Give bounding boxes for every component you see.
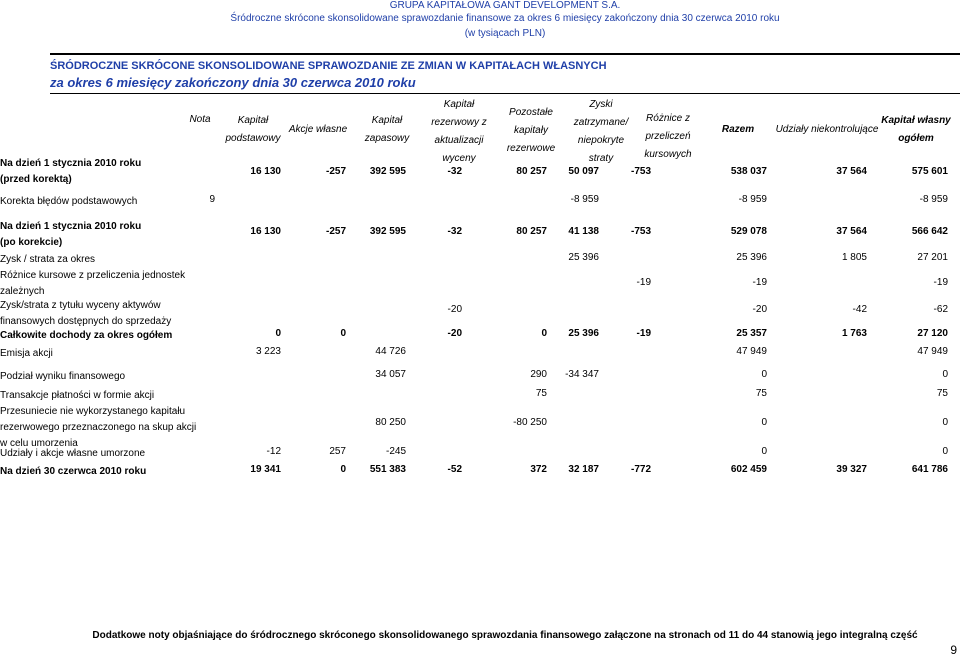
- cell-akcje-wlasne: -257: [325, 166, 346, 177]
- cell-zyski: -34 347: [565, 369, 599, 380]
- cell-udzialy: 37 564: [836, 226, 867, 237]
- cell-razem: 47 949: [736, 346, 767, 357]
- cell-razem: 602 459: [730, 464, 767, 475]
- cell-kapital-ogolem: 566 642: [911, 226, 948, 237]
- cell-kapital-podstawowy: -12: [266, 446, 281, 457]
- row-label: Transakcje płatności w formie akcji: [0, 390, 155, 401]
- cell-akcje-wlasne: 0: [340, 328, 346, 339]
- row-label: Podział wyniku finansowego: [0, 371, 126, 382]
- cell-kapital-ogolem: -8 959: [919, 194, 948, 205]
- cell-kapital-zapasowy: 551 383: [369, 464, 406, 475]
- column-header-kapital-zapasowy: Kapitał zapasowy: [364, 115, 410, 144]
- cell-pozostale-kapitaly: 80 257: [516, 166, 547, 177]
- cell-kapital-podstawowy: 3 223: [255, 346, 281, 357]
- cell-razem: -20: [752, 304, 767, 315]
- cell-razem: 0: [761, 446, 767, 457]
- column-header-kapital-podstawowy: Kapitał podstawowy: [225, 115, 281, 144]
- cell-kapital-ogolem: 27 120: [917, 328, 948, 339]
- cell-razem: -19: [752, 277, 767, 288]
- cell-udzialy: 1 805: [841, 252, 867, 263]
- cell-kapital-zapasowy: 80 250: [375, 417, 406, 428]
- cell-kapital-ogolem: 0: [942, 417, 948, 428]
- row-label: Przesuniecie nie wykorzystanego kapitału rezerwowego przeznaczonego na skup akcji w celu umorzenia: [0, 406, 197, 449]
- cell-kapital-ogolem: 75: [936, 388, 948, 399]
- cell-kapital-zapasowy: 392 595: [369, 166, 406, 177]
- cell-kapital-zapasowy: 34 057: [375, 369, 406, 380]
- cell-kapital-rezerwowy: -52: [447, 464, 462, 475]
- cell-akcje-wlasne: -257: [325, 226, 346, 237]
- cell-zyski: 25 396: [568, 252, 599, 263]
- column-header-kapital-ogolem: Kapitał własny ogółem: [881, 115, 951, 144]
- cell-pozostale-kapitaly: 0: [541, 328, 547, 339]
- row-label: Korekta błędów podstawowych: [0, 196, 138, 207]
- cell-akcje-wlasne: 257: [329, 446, 346, 457]
- cell-kapital-ogolem: 27 201: [917, 252, 948, 263]
- cell-roznice: -753: [630, 166, 651, 177]
- cell-zyski: 32 187: [568, 464, 599, 475]
- column-header-akcje-wlasne: Akcje własne: [288, 124, 348, 135]
- cell-razem: 529 078: [730, 226, 767, 237]
- cell-razem: 75: [755, 388, 767, 399]
- cell-kapital-rezerwowy: -32: [447, 226, 462, 237]
- company-name: GRUPA KAPITAŁOWA GANT DEVELOPMENT S.A.: [389, 0, 621, 11]
- column-header-roznice: Różnice z przeliczeń kursowych: [644, 113, 692, 160]
- column-header-nota: Nota: [189, 114, 211, 125]
- cell-razem: 0: [761, 417, 767, 428]
- statement-title: ŚRÓDROCZNE SKRÓCONE SKONSOLIDOWANE SPRAWOZDANIE ZE ZMIAN W KAPITAŁACH WŁASNYCH: [50, 60, 607, 72]
- page-number: 9: [950, 643, 957, 657]
- cell-razem: 0: [761, 369, 767, 380]
- cell-roznice: -19: [636, 277, 651, 288]
- cell-kapital-podstawowy: 16 130: [250, 226, 281, 237]
- units-note: (w tysiącach PLN): [464, 28, 546, 39]
- cell-udzialy: -42: [852, 304, 867, 315]
- column-header-razem: Razem: [721, 124, 755, 135]
- cell-roznice: -772: [630, 464, 651, 475]
- row-label: Na dzień 30 czerwca 2010 roku: [0, 466, 147, 477]
- cell-kapital-ogolem: -62: [933, 304, 948, 315]
- row-label: Na dzień 1 stycznia 2010 roku (przed korektą): [0, 158, 142, 185]
- cell-roznice: -19: [636, 328, 651, 339]
- row-label: Zysk/strata z tytułu wyceny aktywów finansowych dostępnych do sprzedaży: [0, 300, 172, 327]
- header-divider: [50, 53, 960, 55]
- cell-kapital-zapasowy: 392 595: [369, 226, 406, 237]
- cell-pozostale-kapitaly: 372: [530, 464, 547, 475]
- row-label: Udziały i akcje własne umorzone: [0, 448, 146, 459]
- row-label: Całkowite dochody za okres ogółem: [0, 330, 173, 341]
- cell-kapital-ogolem: -19: [933, 277, 948, 288]
- footer-note: Dodatkowe noty objaśniające do śródrocznego skróconego skonsolidowanego sprawozdania finansowego załączone na stronach od 11 do 44 stanowią jego integralną część: [92, 630, 918, 641]
- cell-razem: 25 396: [736, 252, 767, 263]
- cell-kapital-rezerwowy: -32: [447, 166, 462, 177]
- cell-akcje-wlasne: 0: [340, 464, 346, 475]
- cell-roznice: -753: [630, 226, 651, 237]
- column-header-udzialy: Udziały niekontrolujące: [775, 124, 879, 135]
- cell-kapital-rezerwowy: -20: [447, 304, 462, 315]
- cell-kapital-zapasowy: -245: [385, 446, 406, 457]
- cell-pozostale-kapitaly: 75: [535, 388, 547, 399]
- cell-udzialy: 1 763: [841, 328, 867, 339]
- cell-pozostale-kapitaly: -80 250: [513, 417, 547, 428]
- cell-udzialy: 37 564: [836, 166, 867, 177]
- row-label: Na dzień 1 stycznia 2010 roku (po korekcie): [0, 221, 142, 248]
- cell-zyski: 25 396: [568, 328, 599, 339]
- cell-kapital-ogolem: 0: [942, 446, 948, 457]
- cell-zyski: 41 138: [568, 226, 599, 237]
- cell-kapital-ogolem: 0: [942, 369, 948, 380]
- cell-udzialy: 39 327: [836, 464, 867, 475]
- cell-razem: -8 959: [738, 194, 767, 205]
- cell-zyski: 50 097: [568, 166, 599, 177]
- row-label: Zysk / strata za okres: [0, 254, 96, 265]
- title-divider: [50, 93, 960, 94]
- cell-pozostale-kapitaly: 80 257: [516, 226, 547, 237]
- row-label: Różnice kursowe z przeliczenia jednostek zależnych: [0, 270, 186, 297]
- cell-pozostale-kapitaly: 290: [530, 369, 547, 380]
- cell-zyski: -8 959: [570, 194, 599, 205]
- cell-kapital-podstawowy: 16 130: [250, 166, 281, 177]
- cell-razem: 538 037: [730, 166, 767, 177]
- cell-razem: 25 357: [736, 328, 767, 339]
- cell-kapital-ogolem: 47 949: [917, 346, 948, 357]
- cell-kapital-ogolem: 641 786: [911, 464, 948, 475]
- column-header-pozostale-kapitaly: Pozostałe kapitały rezerwowe: [506, 107, 556, 154]
- cell-kapital-ogolem: 575 601: [911, 166, 948, 177]
- cell-kapital-rezerwowy: -20: [447, 328, 462, 339]
- column-header-kapital-rezerwowy: Kapitał rezerwowy z aktualizacji wyceny: [431, 99, 487, 164]
- row-label: Emisja akcji: [0, 348, 53, 359]
- column-header-zyski: Zyski zatrzymane/ niepokryte straty: [573, 99, 629, 164]
- cell-kapital-podstawowy: 0: [275, 328, 281, 339]
- row-nota: 9: [209, 194, 215, 205]
- cell-kapital-zapasowy: 44 726: [375, 346, 406, 357]
- cell-kapital-podstawowy: 19 341: [250, 464, 281, 475]
- statement-period: za okres 6 miesięcy zakończony dnia 30 czerwca 2010 roku: [50, 75, 416, 90]
- report-subtitle: Śródroczne skrócone skonsolidowane sprawozdanie finansowe za okres 6 miesięcy zakończony dnia 30 czerwca 2010 roku: [230, 13, 780, 24]
